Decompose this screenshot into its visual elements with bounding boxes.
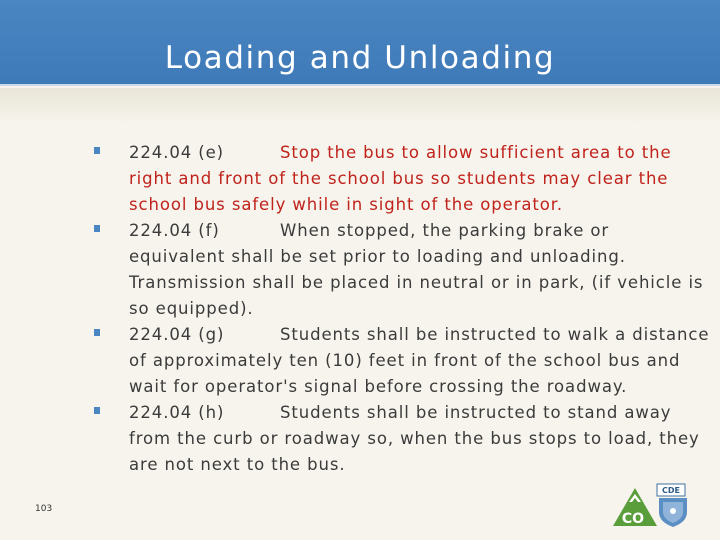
rule-code: 224.04 (h) [129,403,225,422]
bullet-square-icon [94,329,100,336]
rule-text: Students shall be instructed to walk a distance of approximately ten (10) feet in front of the school bus and wait for operator's signal before crossing the roadway. [129,325,710,396]
rule-code: 224.04 (f) [129,221,220,240]
slide-title: Loading and Unloading [164,40,556,76]
rule-highlight-text: Stop the bus to allow sufficient area to the right and front of the school bus so students may clear the school bus safely while in sight of the operator. [129,143,672,214]
bullet-item [94,218,710,322]
bullet-list [94,140,710,478]
title-bar [0,0,720,86]
bullet-square-icon [94,225,100,232]
cde-colorado-logo-icon [611,482,695,528]
bullet-item [94,400,710,478]
header-shadow-band [0,88,720,124]
bullet-item [94,322,710,400]
bullet-item [94,140,710,218]
bullet-square-icon [94,407,100,414]
rule-code: 224.04 (e) [129,143,225,162]
logo-state-text: CO [621,511,645,527]
rule-text: When stopped, the parking brake or equivalent shall be set prior to loading and unloading. Transmission shall be placed in neutral or in park, (if vehicle is so equipped). [129,221,704,318]
logo-badge-text: CDE [662,486,680,495]
rule-text: Students shall be instructed to stand away from the curb or roadway so, when the bus stops to load, they are not next to the bus. [129,403,700,474]
page-number: 103 [35,504,53,514]
bullet-square-icon [94,147,100,154]
rule-code: 224.04 (g) [129,325,225,344]
